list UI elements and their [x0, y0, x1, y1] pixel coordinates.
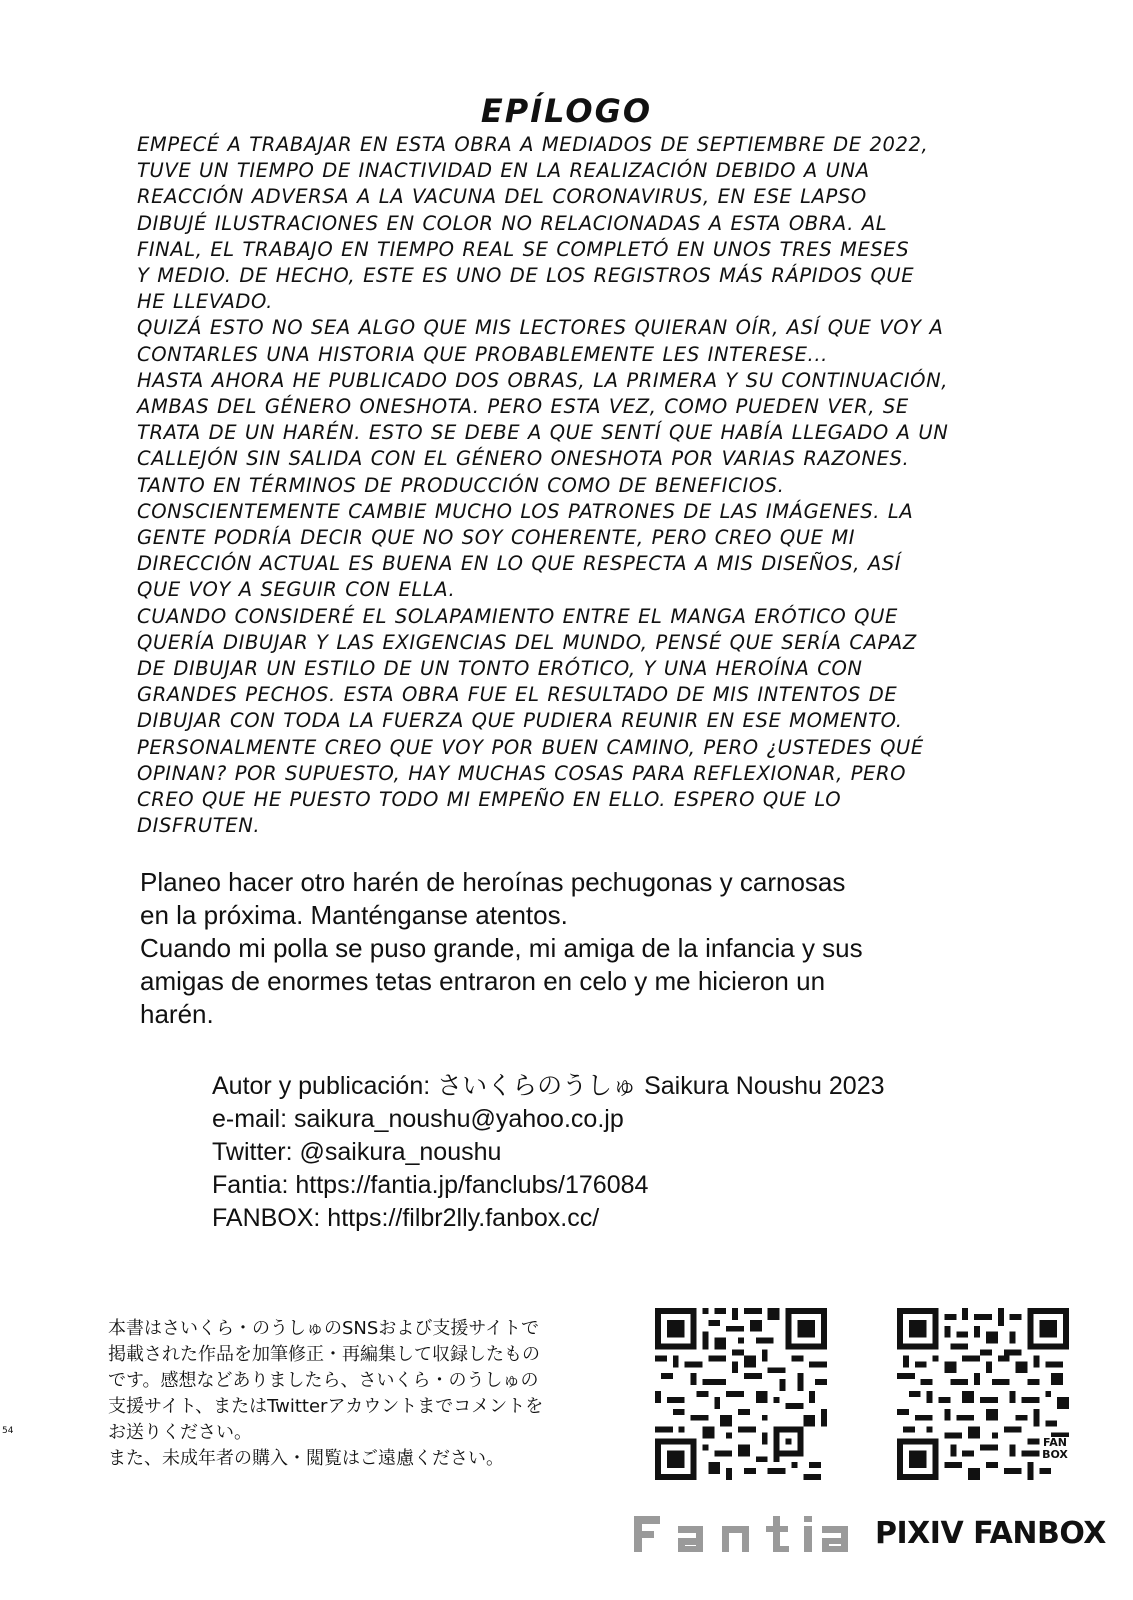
epilogue-line: CALLEJÓN SIN SALIDA CON EL GÉNERO ONESHOTA POR VARIAS RAZONES.: [137, 447, 910, 471]
epilogue-line: EMPECÉ A TRABAJAR EN ESTA OBRA A MEDIADOS DE SEPTIEMBRE DE 2022,: [137, 133, 929, 156]
closing-line: Cuando mi polla se puso grande, mi amiga de la infancia y sus: [140, 933, 863, 963]
epilogue-line: Y MEDIO. DE HECHO, ESTE ES UNO DE LOS REGISTROS MÁS RÁPIDOS QUE: [137, 264, 915, 288]
closing-line: en la próxima. Manténganse atentos.: [140, 900, 568, 930]
epilogue-line: HE LLEVADO.: [137, 290, 273, 314]
closing-line: Planeo hacer otro harén de heroínas pechugonas y carnosas: [140, 867, 846, 897]
epilogue-line: CONSCIENTEMENTE CAMBIE MUCHO LOS PATRONES DE LAS IMÁGENES. LA: [137, 499, 914, 523]
closing-line: amigas de enormes tetas entraron en celo y me hicieron un: [140, 966, 826, 996]
fantia-logo-icon: [632, 1512, 852, 1556]
epilogue-line: GRANDES PECHOS. ESTA OBRA FUE EL RESULTADO DE MIS INTENTOS DE: [137, 683, 898, 707]
epilogue-body: [137, 132, 1007, 839]
qr-code-icon: [655, 1308, 827, 1480]
jp-note-line: です。感想などありましたら、さいくら・のうしゅの: [108, 1370, 539, 1391]
epilogue-line: QUIZÁ ESTO NO SEA ALGO QUE MIS LECTORES QUIERAN OÍR, ASÍ QUE VOY A: [137, 316, 944, 340]
jp-note-line: 掲載された作品を加筆修正・再編集して収録したもの: [108, 1344, 540, 1365]
epilogue-line: DIBUJÉ ILUSTRACIONES EN COLOR NO RELACIONADAS A ESTA OBRA. AL: [137, 211, 888, 235]
pixiv-fanbox-logo: PIXIV FANBOX: [875, 1516, 1106, 1551]
page-number: 54: [2, 1426, 14, 1436]
epilogue-line: QUERÍA DIBUJAR Y LAS EXIGENCIAS DEL MUNDO, PENSÉ QUE SERÍA CAPAZ: [137, 630, 917, 654]
credit-twitter: Twitter: @saikura_noushu: [212, 1138, 502, 1166]
credit-email: e-mail: saikura_noushu@yahoo.co.jp: [212, 1105, 624, 1133]
epilogue-line: TRATA DE UN HARÉN. ESTO SE DEBE A QUE SENTÍ QUE HABÍA LLEGADO A UN: [137, 421, 949, 445]
japanese-note: [108, 1316, 628, 1472]
epilogue-line: TANTO EN TÉRMINOS DE PRODUCCIÓN COMO DE BENEFICIOS.: [137, 473, 785, 497]
epilogue-line: CUANDO CONSIDERÉ EL SOLAPAMIENTO ENTRE EL MANGA ERÓTICO QUE: [137, 604, 898, 628]
epilogue-line: FINAL, EL TRABAJO EN TIEMPO REAL SE COMPLETÓ EN UNOS TRES MESES: [137, 237, 910, 261]
epilogue-line: AMBAS DEL GÉNERO ONESHOTA. PERO ESTA VEZ, COMO PUEDEN VER, SE: [137, 395, 909, 419]
epilogue-line: TUVE UN TIEMPO DE INACTIVIDAD EN LA REALIZACIÓN DEBIDO A UNA: [137, 159, 870, 183]
jp-note-line: 本書はさいくら・のうしゅのSNSおよび支援サイトで: [108, 1318, 540, 1339]
credit-fanbox: FANBOX: https://filbr2lly.fanbox.cc/: [212, 1204, 600, 1232]
epilogue-line: PERSONALMENTE CREO QUE VOY POR BUEN CAMINO, PERO ¿USTEDES QUÉ: [137, 735, 924, 759]
closing-message: [140, 866, 1020, 1031]
epilogue-line: QUE VOY A SEGUIR CON ELLA.: [137, 578, 456, 602]
fanbox-qr-badge: FAN BOX: [1040, 1437, 1070, 1461]
jp-note-line: また、未成年者の購入・閲覧はご遠慮ください。: [108, 1448, 504, 1469]
epilogue-line: DE DIBUJAR UN ESTILO DE UN TONTO ERÓTICO, Y UNA HEROÍNA CON: [137, 657, 863, 681]
fantia-qr-code[interactable]: [655, 1308, 827, 1480]
credit-fantia: Fantia: https://fantia.jp/fanclubs/176084: [212, 1171, 649, 1199]
epilogue-line: HASTA AHORA HE PUBLICADO DOS OBRAS, LA PRIMERA Y SU CONTINUACIÓN,: [137, 368, 949, 392]
jp-note-line: お送りください。: [108, 1422, 252, 1443]
epilogue-title: EPÍLOGO: [480, 92, 653, 130]
fantia-logo: [632, 1512, 852, 1556]
epilogue-line: DIBUJAR CON TODA LA FUERZA QUE PUDIERA REUNIR EN ESE MOMENTO.: [137, 709, 903, 733]
epilogue-line: OPINAN? POR SUPUESTO, HAY MUCHAS COSAS PARA REFLEXIONAR, PERO: [137, 761, 907, 785]
jp-note-line: 支援サイト、またはTwitterアカウントまでコメントを: [108, 1396, 544, 1417]
epilogue-line: GENTE PODRÍA DECIR QUE NO SOY COHERENTE, PERO CREO QUE MI: [137, 526, 856, 550]
closing-line: harén.: [140, 999, 214, 1029]
epilogue-line: DISFRUTEN.: [137, 814, 261, 838]
epilogue-line: CONTARLES UNA HISTORIA QUE PROBABLEMENTE LES INTERESE...: [137, 342, 828, 366]
credit-author: Autor y publicación: さいくらのうしゅ Saikura Noushu 2023: [212, 1072, 885, 1100]
epilogue-line: REACCIÓN ADVERSA A LA VACUNA DEL CORONAVIRUS, EN ESE LAPSO: [137, 185, 867, 209]
credits-block: [212, 1070, 1032, 1235]
epilogue-line: CREO QUE HE PUESTO TODO MI EMPEÑO EN ELLO. ESPERO QUE LO: [137, 788, 842, 812]
epilogue-line: DIRECCIÓN ACTUAL ES BUENA EN LO QUE RESPECTA A MIS DISEÑOS, ASÍ: [137, 552, 902, 576]
